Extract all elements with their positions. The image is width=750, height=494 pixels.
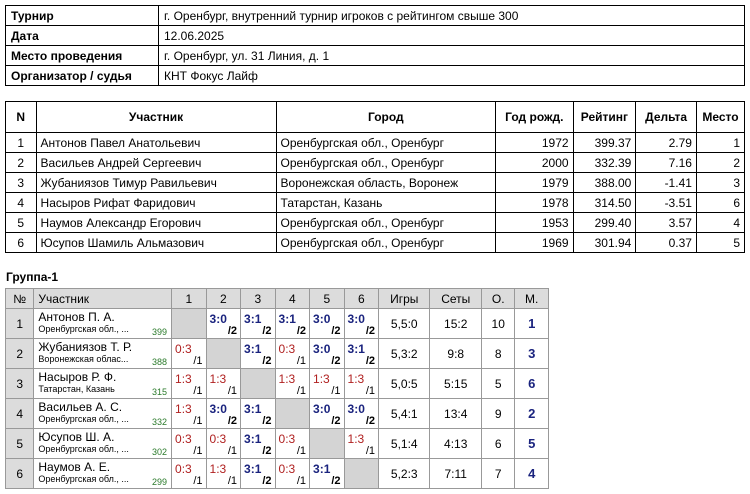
games-cell: 5,3:2: [379, 339, 430, 369]
match-result-cell: [206, 399, 241, 429]
row-number: 2: [6, 339, 34, 369]
match-score: 3:1: [244, 432, 262, 446]
points-value: 2: [230, 415, 238, 427]
match-points: [262, 475, 271, 487]
table-cell: 6: [696, 193, 744, 213]
player-rating: 332: [152, 417, 168, 427]
table-cell: 332.39: [573, 153, 636, 173]
table-cell: 1: [6, 133, 37, 153]
points-value: 2: [334, 355, 341, 367]
slash-mark: /: [262, 475, 266, 487]
table-cell: 2000: [496, 153, 573, 173]
table-cell: Оренбургская обл., Оренбург: [276, 233, 496, 253]
sets-cell: 15:2: [430, 309, 482, 339]
player-cell: [34, 309, 172, 339]
table-cell: 5: [6, 213, 37, 233]
points-value: 2: [230, 325, 238, 337]
points-value: 2: [265, 325, 272, 337]
match-result-cell: [241, 399, 276, 429]
points-value: 1: [196, 355, 203, 367]
player-cell: [34, 459, 172, 489]
table-cell: Оренбургская обл., Оренбург: [276, 213, 496, 233]
match-score: 3:0: [313, 342, 331, 356]
table-cell: 2: [696, 153, 744, 173]
player-cell: [34, 339, 172, 369]
match-result-cell: [344, 369, 379, 399]
slash-mark: /: [331, 385, 335, 397]
match-score: 3:1: [244, 342, 262, 356]
sets-cell: 13:4: [430, 399, 482, 429]
match-points: [228, 385, 237, 397]
grid-row: [6, 309, 549, 339]
points-value: 2: [265, 475, 272, 487]
slash-mark: /: [365, 415, 369, 427]
points-value: 2: [334, 325, 341, 337]
self-match-cell: [172, 309, 207, 339]
info-row: [6, 6, 745, 26]
match-score: 0:3: [175, 462, 192, 476]
points-value: 1: [230, 475, 238, 487]
slash-mark: /: [193, 355, 197, 367]
match-score: 1:3: [347, 432, 365, 446]
table-row: [6, 213, 745, 233]
info-label: Турнир: [6, 6, 159, 26]
player-cell: [34, 399, 172, 429]
table-cell: Жубаниязов Тимур Равильевич: [36, 173, 276, 193]
sets-cell: 4:13: [430, 429, 482, 459]
player-name: Наумов А. Е.: [38, 460, 111, 474]
grid-row: [6, 429, 549, 459]
match-result-cell: [310, 459, 345, 489]
grid-column-header: Игры: [379, 289, 430, 309]
slash-mark: /: [365, 445, 369, 457]
column-header: Дельта: [636, 102, 697, 133]
self-match-cell: [206, 339, 241, 369]
match-score: 3:1: [244, 402, 262, 416]
slash-mark: /: [296, 385, 300, 397]
match-score: 3:1: [313, 462, 331, 476]
table-cell: Васильев Андрей Сергеевич: [36, 153, 276, 173]
table-cell: Наумов Александр Егорович: [36, 213, 276, 233]
points-value: 1: [196, 445, 203, 457]
place-cell: 5: [515, 429, 549, 459]
player-city: Воронежская облас...: [38, 354, 129, 364]
grid-column-header: 3: [241, 289, 276, 309]
player-name: Юсупов Ш. А.: [38, 430, 115, 444]
slash-mark: /: [365, 385, 369, 397]
match-result-cell: [206, 429, 241, 459]
info-label: Дата: [6, 26, 159, 46]
slash-mark: /: [262, 355, 266, 367]
player-city: Татарстан, Казань: [38, 384, 115, 394]
points-value: 1: [196, 475, 203, 487]
row-number: 3: [6, 369, 34, 399]
points-value: 2: [334, 475, 341, 487]
slash-mark: /: [193, 475, 197, 487]
games-cell: 5,1:4: [379, 429, 430, 459]
sets-cell: 5:15: [430, 369, 482, 399]
player-rating: 299: [152, 477, 168, 487]
table-cell: Оренбургская обл., Оренбург: [276, 133, 496, 153]
place-cell: 4: [515, 459, 549, 489]
player-rating: 302: [152, 447, 168, 457]
table-cell: 4: [6, 193, 37, 213]
table-cell: 299.40: [573, 213, 636, 233]
points-value: 2: [368, 415, 376, 427]
match-score: 1:3: [175, 372, 192, 386]
match-score: 3:0: [347, 402, 365, 416]
match-result-cell: [275, 429, 310, 459]
table-row: [6, 153, 745, 173]
slash-mark: /: [227, 325, 231, 337]
match-points: [262, 445, 271, 457]
grid-row: [6, 399, 549, 429]
match-result-cell: [241, 429, 276, 459]
match-points: [228, 325, 237, 337]
match-points: [366, 355, 375, 367]
table-cell: 388.00: [573, 173, 636, 193]
points-value: 1: [368, 445, 376, 457]
slash-mark: /: [331, 475, 335, 487]
group-crosstable: [5, 288, 549, 489]
self-match-cell: [310, 429, 345, 459]
match-score: 1:3: [209, 372, 227, 386]
match-result-cell: [344, 399, 379, 429]
table-cell: -1.41: [636, 173, 697, 193]
table-row: [6, 193, 745, 213]
match-points: [331, 325, 340, 337]
match-result-cell: [310, 309, 345, 339]
match-result-cell: [241, 339, 276, 369]
points-cell: 7: [482, 459, 515, 489]
match-points: [366, 385, 375, 397]
grid-column-header: М.: [515, 289, 549, 309]
games-cell: 5,4:1: [379, 399, 430, 429]
table-cell: 1972: [496, 133, 573, 153]
player-name: Жубаниязов Т. Р.: [38, 340, 133, 354]
table-row: [6, 233, 745, 253]
match-result-cell: [275, 459, 310, 489]
match-points: [262, 355, 271, 367]
table-cell: 3: [6, 173, 37, 193]
player-city: Оренбургская обл., ...: [38, 474, 129, 484]
slash-mark: /: [193, 415, 197, 427]
place-cell: 3: [515, 339, 549, 369]
player-cell: [34, 369, 172, 399]
table-cell: Антонов Павел Анатольевич: [36, 133, 276, 153]
match-result-cell: [344, 429, 379, 459]
match-points: [193, 475, 202, 487]
table-cell: 1: [696, 133, 744, 153]
grid-column-header: 5: [310, 289, 345, 309]
column-header: Город: [276, 102, 496, 133]
match-result-cell: [275, 369, 310, 399]
points-cell: 6: [482, 429, 515, 459]
column-header: Год рожд.: [496, 102, 573, 133]
slash-mark: /: [331, 355, 335, 367]
points-value: 1: [299, 445, 307, 457]
grid-column-header: Участник: [34, 289, 172, 309]
match-score: 3:1: [244, 462, 262, 476]
points-value: 1: [196, 415, 203, 427]
match-points: [262, 325, 271, 337]
player-city: Оренбургская обл., ...: [38, 414, 129, 424]
grid-column-header: 1: [172, 289, 207, 309]
match-score: 3:0: [209, 312, 227, 326]
grid-column-header: 2: [206, 289, 241, 309]
match-score: 0:3: [278, 432, 296, 446]
grid-column-header: Сеты: [430, 289, 482, 309]
match-score: 1:3: [278, 372, 296, 386]
info-row: [6, 46, 745, 66]
points-cell: 10: [482, 309, 515, 339]
table-cell: Оренбургская обл., Оренбург: [276, 153, 496, 173]
match-points: [193, 415, 202, 427]
table-cell: 6: [6, 233, 37, 253]
match-score: 1:3: [209, 462, 227, 476]
table-cell: 3: [696, 173, 744, 193]
match-points: [262, 415, 271, 427]
match-score: 3:0: [209, 402, 227, 416]
table-cell: 7.16: [636, 153, 697, 173]
table-cell: Насыров Рифат Фаридович: [36, 193, 276, 213]
column-header: N: [6, 102, 37, 133]
match-points: [297, 385, 306, 397]
match-result-cell: [310, 339, 345, 369]
match-score: 0:3: [209, 432, 227, 446]
match-result-cell: [172, 459, 207, 489]
sets-cell: 7:11: [430, 459, 482, 489]
match-score: 0:3: [278, 462, 296, 476]
points-value: 1: [299, 385, 307, 397]
player-name: Васильев А. С.: [38, 400, 123, 414]
match-result-cell: [241, 309, 276, 339]
match-score: 1:3: [347, 372, 365, 386]
points-value: 1: [196, 385, 203, 397]
column-header: Рейтинг: [573, 102, 636, 133]
player-cell: [34, 429, 172, 459]
table-cell: 3.57: [636, 213, 697, 233]
slash-mark: /: [365, 325, 369, 337]
match-result-cell: [310, 399, 345, 429]
slash-mark: /: [262, 325, 266, 337]
table-cell: 1953: [496, 213, 573, 233]
points-value: 2: [368, 355, 376, 367]
slash-mark: /: [262, 415, 266, 427]
match-points: [331, 385, 340, 397]
points-value: 1: [230, 385, 238, 397]
match-result-cell: [172, 399, 207, 429]
player-name: Антонов П. А.: [38, 310, 115, 324]
player-rating: 388: [152, 357, 168, 367]
table-cell: 1969: [496, 233, 573, 253]
match-points: [297, 325, 306, 337]
player-city: Оренбургская обл., ...: [38, 444, 129, 454]
slash-mark: /: [296, 355, 300, 367]
match-points: [366, 415, 375, 427]
match-result-cell: [206, 459, 241, 489]
info-row: [6, 66, 745, 86]
group-title: Группа-1: [6, 270, 59, 284]
match-points: [193, 385, 202, 397]
table-cell: Татарстан, Казань: [276, 193, 496, 213]
slash-mark: /: [262, 445, 266, 457]
table-cell: 0.37: [636, 233, 697, 253]
info-label: Организатор / судья: [6, 66, 159, 86]
match-points: [366, 325, 375, 337]
games-cell: 5,5:0: [379, 309, 430, 339]
place-cell: 6: [515, 369, 549, 399]
points-value: 2: [299, 325, 307, 337]
table-cell: 5: [696, 233, 744, 253]
grid-column-header: О.: [482, 289, 515, 309]
points-value: 2: [265, 415, 272, 427]
self-match-cell: [275, 399, 310, 429]
player-rating: 399: [152, 327, 168, 337]
grid-column-header: №: [6, 289, 34, 309]
info-value: 12.06.2025: [159, 26, 745, 46]
points-cell: 8: [482, 339, 515, 369]
match-score: 3:0: [313, 402, 331, 416]
match-score: 3:1: [347, 342, 365, 356]
slash-mark: /: [296, 475, 300, 487]
table-cell: Воронежская область, Воронеж: [276, 173, 496, 193]
match-score: 1:3: [175, 402, 192, 416]
player-city: Оренбургская обл., ...: [38, 324, 129, 334]
points-cell: 5: [482, 369, 515, 399]
points-value: 1: [334, 385, 341, 397]
place-cell: 1: [515, 309, 549, 339]
points-value: 1: [230, 445, 238, 457]
slash-mark: /: [193, 385, 197, 397]
slash-mark: /: [227, 445, 231, 457]
points-cell: 9: [482, 399, 515, 429]
participants-table: [5, 101, 745, 253]
match-points: [193, 445, 202, 457]
games-cell: 5,0:5: [379, 369, 430, 399]
grid-row: [6, 339, 549, 369]
self-match-cell: [344, 459, 379, 489]
self-match-cell: [241, 369, 276, 399]
slash-mark: /: [296, 325, 300, 337]
points-value: 1: [299, 355, 307, 367]
points-value: 2: [368, 325, 376, 337]
tournament-info-table: [5, 5, 745, 86]
points-value: 1: [368, 385, 376, 397]
match-points: [297, 355, 306, 367]
grid-row: [6, 459, 549, 489]
points-value: 1: [299, 475, 307, 487]
match-score: 3:0: [313, 312, 331, 326]
points-value: 2: [265, 355, 272, 367]
grid-column-header: 6: [344, 289, 379, 309]
slash-mark: /: [227, 475, 231, 487]
info-value: г. Оренбург, ул. 31 Линия, д. 1: [159, 46, 745, 66]
match-score: 3:1: [244, 312, 262, 326]
grid-column-header: 4: [275, 289, 310, 309]
table-cell: 399.37: [573, 133, 636, 153]
match-score: 3:1: [278, 312, 296, 326]
column-header: Место: [696, 102, 744, 133]
row-number: 5: [6, 429, 34, 459]
info-value: КНТ Фокус Лайф: [159, 66, 745, 86]
table-cell: 4: [696, 213, 744, 233]
match-points: [193, 355, 202, 367]
row-number: 6: [6, 459, 34, 489]
match-score: 0:3: [175, 432, 192, 446]
table-cell: 1979: [496, 173, 573, 193]
table-row: [6, 133, 745, 153]
match-result-cell: [206, 309, 241, 339]
match-score: 0:3: [175, 342, 192, 356]
table-cell: 2.79: [636, 133, 697, 153]
slash-mark: /: [296, 445, 300, 457]
grid-row: [6, 369, 549, 399]
match-points: [331, 415, 340, 427]
player-name: Насыров Р. Ф.: [38, 370, 117, 384]
match-result-cell: [206, 369, 241, 399]
table-cell: -3.51: [636, 193, 697, 213]
match-points: [331, 355, 340, 367]
match-result-cell: [344, 309, 379, 339]
match-points: [228, 445, 237, 457]
match-score: 1:3: [313, 372, 330, 386]
slash-mark: /: [331, 325, 335, 337]
match-result-cell: [310, 369, 345, 399]
match-result-cell: [275, 339, 310, 369]
table-row: [6, 173, 745, 193]
slash-mark: /: [193, 445, 197, 457]
sets-cell: 9:8: [430, 339, 482, 369]
table-cell: Юсупов Шамиль Альмазович: [36, 233, 276, 253]
player-rating: 315: [152, 387, 168, 397]
row-number: 1: [6, 309, 34, 339]
match-points: [366, 445, 375, 457]
table-cell: 314.50: [573, 193, 636, 213]
points-value: 2: [334, 415, 341, 427]
slash-mark: /: [365, 355, 369, 367]
match-result-cell: [241, 459, 276, 489]
match-result-cell: [172, 369, 207, 399]
match-result-cell: [275, 309, 310, 339]
points-value: 2: [265, 445, 272, 457]
match-score: 0:3: [278, 342, 296, 356]
table-cell: 1978: [496, 193, 573, 213]
table-cell: 2: [6, 153, 37, 173]
match-points: [331, 475, 340, 487]
match-result-cell: [172, 429, 207, 459]
match-points: [228, 415, 237, 427]
place-cell: 2: [515, 399, 549, 429]
match-points: [297, 475, 306, 487]
info-value: г. Оренбург, внутренний турнир игроков с рейтингом свыше 300: [159, 6, 745, 26]
table-cell: 301.94: [573, 233, 636, 253]
slash-mark: /: [227, 385, 231, 397]
info-label: Место проведения: [6, 46, 159, 66]
column-header: Участник: [36, 102, 276, 133]
games-cell: 5,2:3: [379, 459, 430, 489]
slash-mark: /: [331, 415, 335, 427]
match-result-cell: [172, 339, 207, 369]
slash-mark: /: [227, 415, 231, 427]
info-row: [6, 26, 745, 46]
row-number: 4: [6, 399, 34, 429]
match-points: [228, 475, 237, 487]
match-points: [297, 445, 306, 457]
match-score: 3:0: [347, 312, 365, 326]
match-result-cell: [344, 339, 379, 369]
